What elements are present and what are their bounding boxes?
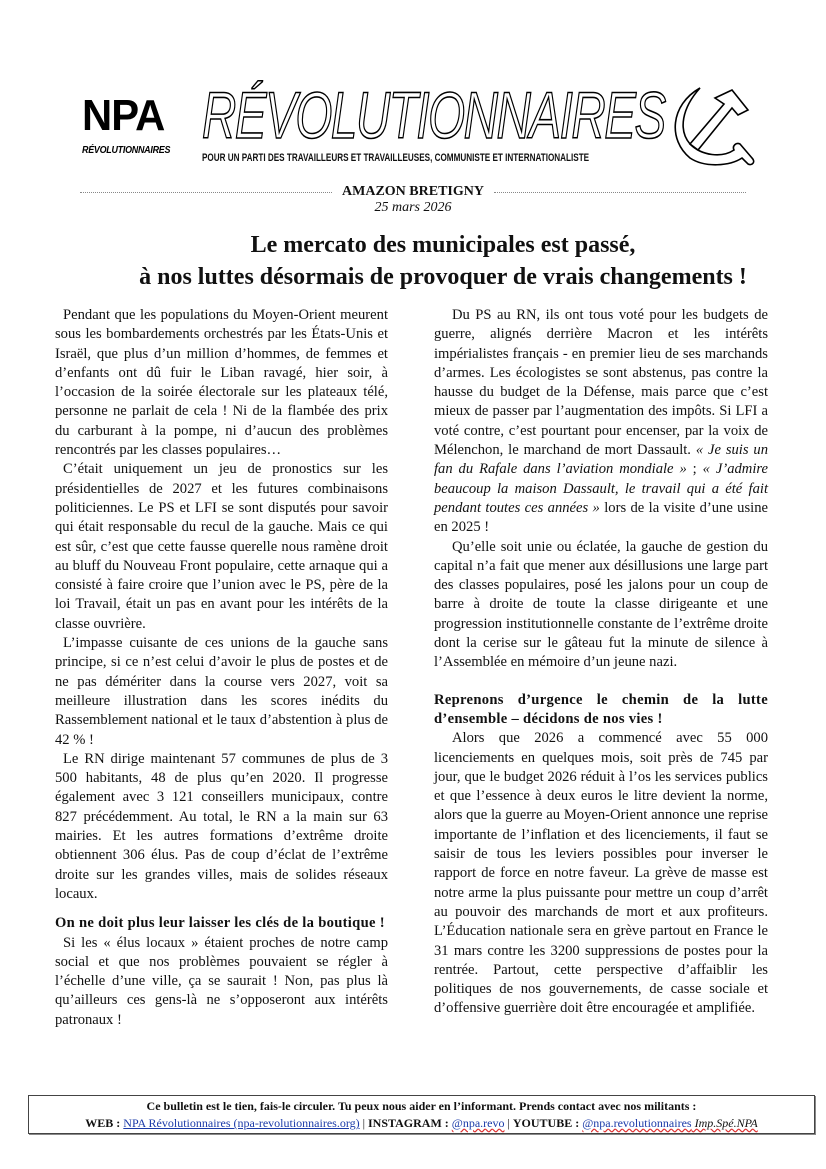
divider bbox=[80, 192, 332, 193]
paragraph: Si les « élus locaux » étaient proches de notre camp social et que nos problèmes pouvaient se régler à l’échelle d’une ville, ça se saurait ! Non, pas plus là qu’ailleurs ces gens-là ne s’opposeront aux intérêts patronaux ! bbox=[55, 934, 388, 1028]
paragraph: Le RN dirige maintenant 57 communes de plus de 3 500 habitants, 48 de plus qu’en 2020. Il progresse également avec 3 121 conseillers municipaux, contre 827 précédemment. Au total, le RN a la main sur 63 mairies. Et les autres formations d’extrême droite obtiennent 306 élus. Pas de coup d’éclat de l’extrême droite sur les grandes villes, mais de solides réseaux locaux. bbox=[55, 750, 388, 902]
text: ; bbox=[686, 461, 703, 478]
imprint: Imp.Spé.NPA bbox=[691, 1116, 758, 1130]
text: Du PS au RN, ils ont tous voté pour les budgets de guerre, alignés derrière Macron et les intérêts impérialistes français - en premier lieu de ses marchands d’armes. Les écologistes se sont abstenus, pas contre la hausse du budget de la Défense, mais parce que c’est mieux de passer par l’augmentation des impôts. Si LFI a voté contre, c’est pourtant pour encenser, par la voix de Mélenchon, le marchand de mort Dassault. bbox=[434, 307, 768, 459]
npa-logo bbox=[82, 91, 192, 156]
title-line-2: à nos luttes désormais de provoquer de vrais changements ! bbox=[139, 264, 747, 290]
npa-logo-text: NPA bbox=[82, 91, 165, 140]
section-heading: On ne doit plus leur laisser les clés de la boutique ! bbox=[55, 915, 385, 932]
contact-footer bbox=[28, 1095, 815, 1134]
masthead-subtitle: POUR UN PARTI DES TRAVAILLEURS ET TRAVAILLEUSES, COMMUNISTE ET INTERNATIONALISTE bbox=[202, 152, 590, 164]
website-link[interactable]: NPA Révolutionnaires (npa-revolutionnaires.org) bbox=[123, 1116, 360, 1130]
page-title bbox=[0, 229, 826, 293]
paragraph: Alors que 2026 a commencé avec 55 000 licenciements en quelques mois, soit près de 745 par jour, que le budget 2026 réduit à l’os les services publics et que l’essence à deux euros le litre devient la norme, alors que la guerre au Moyen-Orient annonce une reprise importante de l’inflation et des licenciements, il faut se saisir de tous les leviers possibles pour inverser le rapport de force en notre faveur. La grève de masse est notre arme la plus puissante pour mettre un coup d’arrêt au pouvoir des marchands de mort et aux profiteurs. L’Éducation nationale sera en grève partout en France le 31 mars contre les 3200 suppressions de postes pour la rentrée. Partout, cette perspective d’affaiblir les politiques de nos gouvernements, de casse sociale et d’offensive guerrière doit être encouragée et amplifiée. bbox=[434, 730, 768, 1017]
left-column bbox=[55, 306, 388, 1030]
separator: | bbox=[504, 1116, 513, 1130]
header bbox=[0, 0, 826, 215]
footer-links bbox=[29, 1115, 814, 1132]
issue-date: 25 mars 2026 bbox=[374, 200, 452, 215]
paragraph: Qu’elle soit unie ou éclatée, la gauche de gestion du capital n’a fait que mener aux désillusions une large part des classes populaires, posé les jalons pour un coup de barre à droite de toute la classe dirigeante et une progression institutionnelle constante de l’extrême droite dont la cerise sur le gâteau fut la minute de silence à l’Assemblée en mémoire d’un jeune nazi. bbox=[434, 538, 768, 671]
site-banner bbox=[80, 184, 746, 200]
paragraph bbox=[434, 306, 768, 538]
text: lors de la visite d’une usine en 2025 ! bbox=[434, 499, 768, 536]
masthead-title: RÉVOLUTIONNAIRES bbox=[202, 78, 665, 152]
hammer-sickle-icon bbox=[660, 80, 760, 170]
title-line-1: Le mercato des municipales est passé, bbox=[250, 232, 636, 258]
paragraph: Pendant que les populations du Moyen-Orient meurent sous les bombardements orchestrés par les États-Unis et Israël, que plus d’un million d’hommes, de femmes et d’enfants ont dû fuir le Liban ravagé, hier soir, à l’occasion de la soirée électorale sur les plateaux télé, personne ne parlait de cela ! Ni de la flambée des prix du carburant à la pompe, ni d’aucun des problèmes rencontrés par les classes populaires… bbox=[55, 307, 388, 459]
paragraph: C’était uniquement un jeu de pronostics sur les présidentielles de 2027 et les futures combinaisons politiciennes. Le PS et LFI se sont disputés pour savoir qui était responsable du recul de la gauche. Mais ce qui est sûr, c’est que cette fausse querelle nous ramène droit au bluff du Nouveau Front populaire, cette arnaque qui a consisté à faire croire que l’union avec le PS, père de la loi Travail, était un pas en avant pour les intérêts de la classe ouvrière. bbox=[55, 461, 388, 632]
divider bbox=[494, 192, 746, 193]
paragraph: L’impasse cuisante de ces unions de la gauche sans principe, si ce n’est celui d’avoir le plus de postes et de ne pas démériter dans la course vers 2027, voit sa meilleure illustration dans les scores inédits du Rassemblement national et le taux d’abstention à plus de 42 % ! bbox=[55, 635, 388, 748]
youtube-label: YOUTUBE : bbox=[512, 1116, 583, 1130]
separator: | bbox=[359, 1116, 368, 1130]
instagram-label: INSTAGRAM : bbox=[368, 1116, 452, 1130]
site-name: AMAZON BRETIGNY bbox=[342, 184, 484, 199]
instagram-link[interactable]: @npa.revo bbox=[451, 1116, 505, 1130]
quote: « J’admire beaucoup la maison Dassault, le travail qui a été fait pendant toutes ces années » bbox=[434, 461, 768, 516]
footer-message: Ce bulletin est le tien, fais-le circuler. Tu peux nous aider en l’informant. Prends contact avec nos militants : bbox=[146, 1099, 697, 1113]
web-label: WEB : bbox=[85, 1116, 124, 1130]
masthead bbox=[202, 78, 665, 164]
youtube-link[interactable]: @npa.revolutionnaires bbox=[582, 1116, 692, 1130]
right-column bbox=[434, 306, 768, 1019]
npa-logo-subtext: RÉVOLUTIONNAIRES bbox=[82, 144, 171, 156]
quote: « Je suis un fan du Rafale dans l’aviation mondiale » bbox=[434, 442, 768, 478]
section-heading: Reprenons d’urgence le chemin de la lutte d’ensemble – décidons de nos vies ! bbox=[434, 691, 768, 727]
